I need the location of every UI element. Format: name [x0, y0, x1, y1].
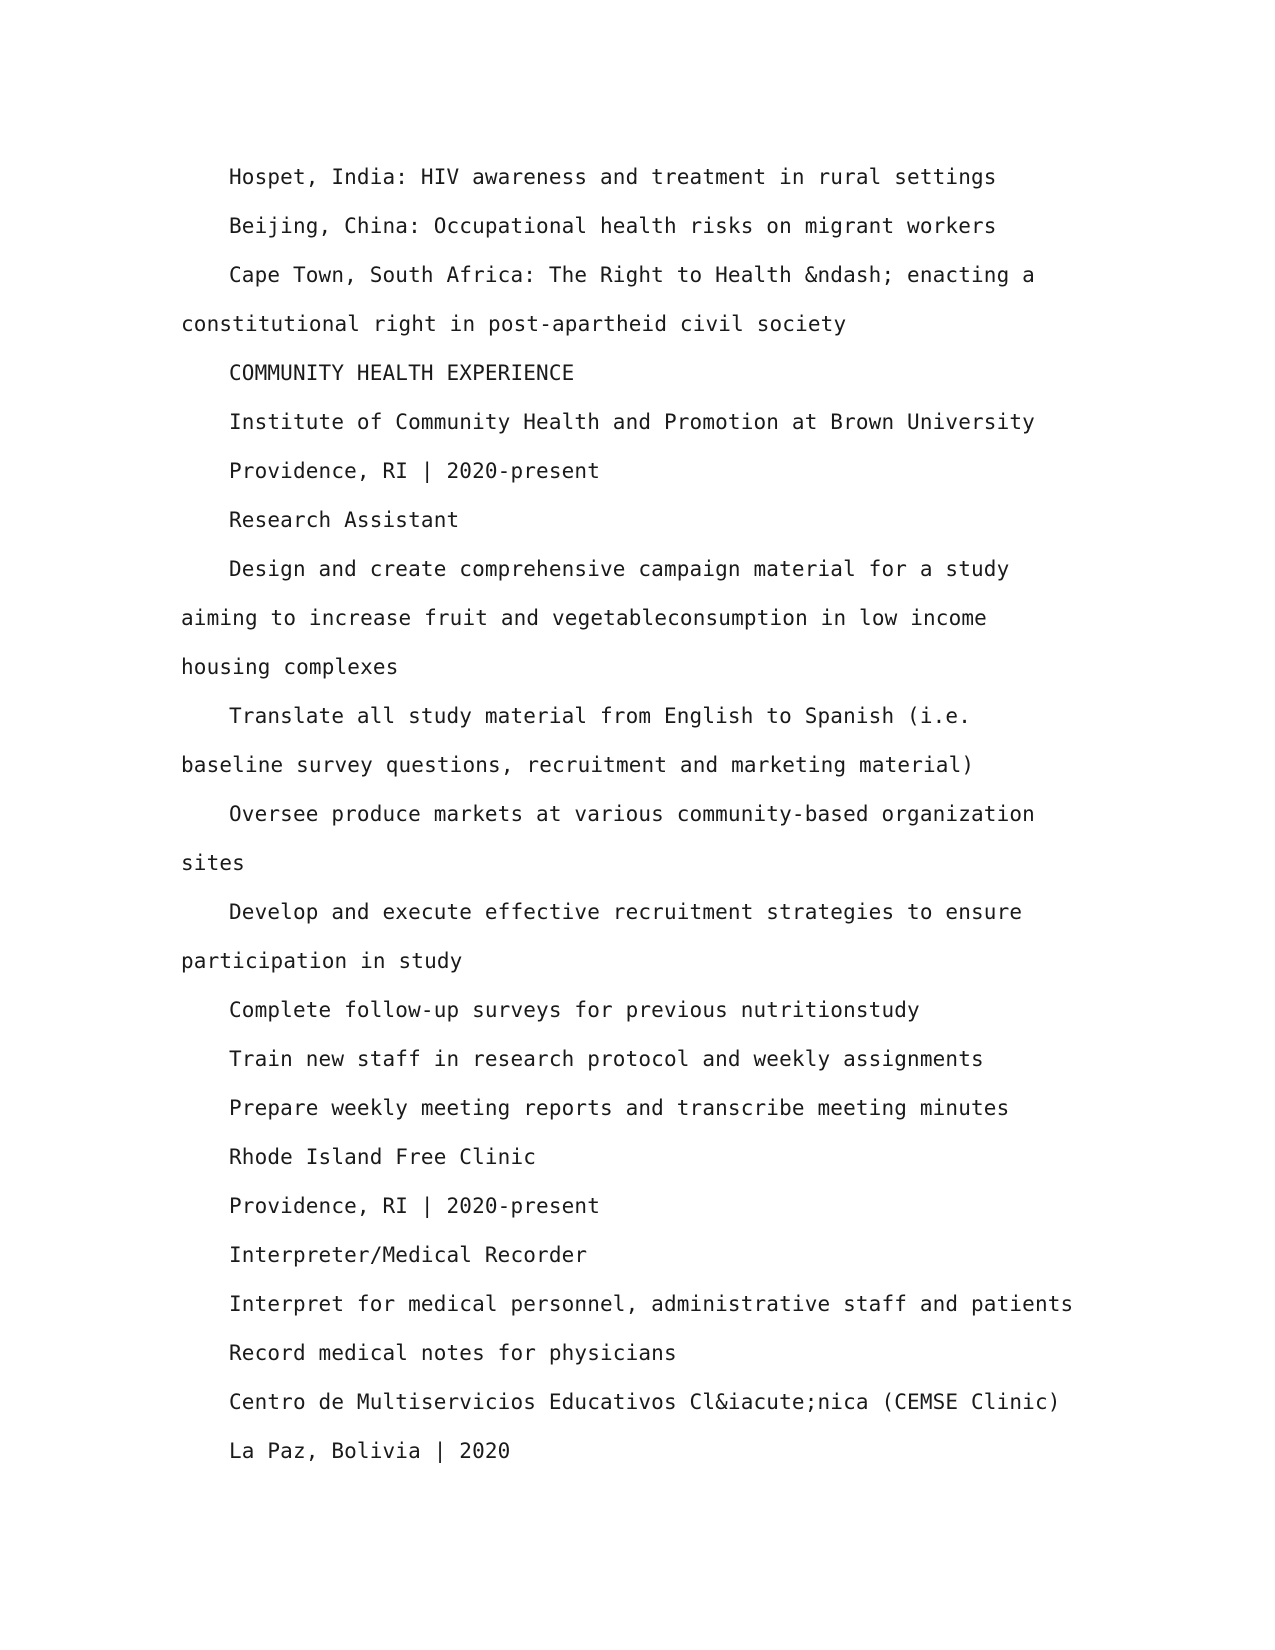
research-item-cape-town: Cape Town, South Africa: The Right to Health &ndash; enacting a constitutional right in post-apartheid civil society: [181, 263, 1035, 336]
duty-item: Develop and execute effective recruitment strategies to ensure participation in study: [181, 900, 1023, 973]
organization-name: Institute of Community Health and Promotion at Brown University: [229, 410, 1035, 434]
organization-name: Rhode Island Free Clinic: [229, 1145, 537, 1169]
document-body: [181, 153, 1081, 1476]
duty-item: Oversee produce markets at various community-based organization sites: [181, 802, 1035, 875]
section-heading: COMMUNITY HEALTH EXPERIENCE: [229, 361, 575, 385]
duty-item: Complete follow-up surveys for previous nutritionstudy: [229, 998, 920, 1022]
research-item-beijing: Beijing, China: Occupational health risks on migrant workers: [229, 214, 997, 238]
location-dates: Providence, RI | 2020-present: [229, 1194, 600, 1218]
job-title: Interpreter/Medical Recorder: [229, 1243, 588, 1267]
duty-item: Record medical notes for physicians: [229, 1341, 677, 1365]
duty-item: Design and create comprehensive campaign material for a study aiming to increase fruit and vegetableconsumption in low income housing complexes: [181, 557, 1010, 679]
job-title: Research Assistant: [229, 508, 460, 532]
duty-item: Train new staff in research protocol and weekly assignments: [229, 1047, 984, 1071]
location-dates: Providence, RI | 2020-present: [229, 459, 600, 483]
organization-name: Centro de Multiservicios Educativos Cl&iacute;nica (CEMSE Clinic): [229, 1390, 1061, 1414]
location-dates: La Paz, Bolivia | 2020: [229, 1439, 511, 1463]
research-item-hospet: Hospet, India: HIV awareness and treatment in rural settings: [229, 165, 997, 189]
duty-item: Interpret for medical personnel, administrative staff and patients: [229, 1292, 1074, 1316]
duty-item: Prepare weekly meeting reports and transcribe meeting minutes: [229, 1096, 1010, 1120]
duty-item: Translate all study material from English to Spanish (i.e. baseline survey questions, recruitment and marketing material): [181, 704, 975, 777]
